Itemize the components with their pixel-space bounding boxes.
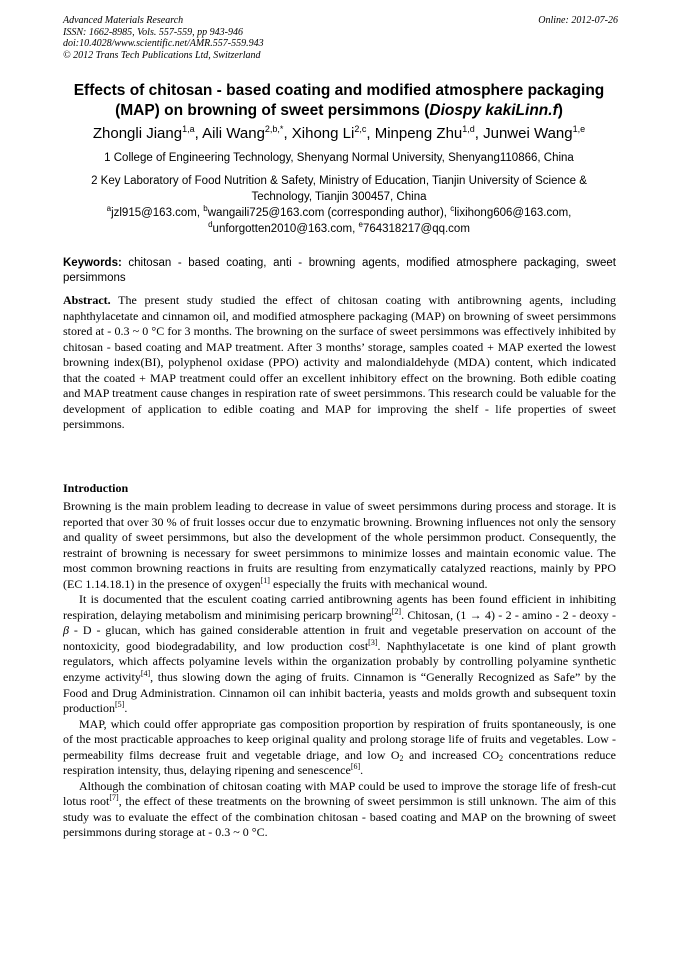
affiliation-2: 2 Key Laboratory of Food Nutrition & Safety, Ministry of Education, Tianjin University of Science & Technology, Tianjin 300457, China bbox=[91, 175, 587, 203]
citation[interactable]: [4] bbox=[140, 669, 151, 679]
paper-title bbox=[50, 81, 628, 121]
running-header bbox=[63, 15, 618, 61]
abstract-text: The present study studied the effect of chitosan coating with antibrowning agents, including naphthylacetate and cinnamon oil, and modified atmosphere packaging (MAP) on browning of sweet persimmons stored at - 0.3 ~ 0 °C for 3 months. The browning on the surface of sweet persimmons was effectively inhibited by chitosan - based coating and MAP treatment. After 3 months’ storage, samples coated + MAP exerted the lowest browning index(BI), polyphenol oxidase (PPO) activity and malondialdehyde (MDA) content, which indicated that the coated + MAP treatment could offer an excellent inhibitory effect on the browning. Both edible coating and MAP treatment cause changes in respiration rate of sweet persimmons. This research could be valuable for the development of application to edible coating and MAP for improving the shelf - life properties of sweet persimmons. bbox=[63, 293, 616, 432]
title-line-2: (MAP) on browning of sweet persimmons (Diospy kakiLinn.f) bbox=[115, 102, 563, 119]
email-link[interactable]: wangaili725@163.com (corresponding author), bbox=[207, 207, 448, 219]
online-date: Online: 2012-07-26 bbox=[538, 15, 618, 26]
copyright-line: © 2012 Trans Tech Publications Ltd, Switzerland bbox=[63, 49, 261, 61]
author-name: Aili Wang bbox=[202, 125, 265, 142]
doi-line: doi:10.4028/www.scientific.net/AMR.557-559.943 bbox=[63, 38, 264, 49]
paragraph: Although the combination of chitosan coating with MAP could be used to improve the storage life of fresh-cut lotus root[7], the effect of these treatments on the browning of sweet persimmon is still unknown. The aim of this study was to evaluate the effect of the combination chitosan - based coating and MAP on the browning of sweet persimmons during storage at - 0.3 ~ 0 °C. bbox=[63, 778, 617, 840]
email-block: $^a$jzl915@163.com, $^b$wangaili725@163.com (corresponding author), $^c$lixihong606@163.com, $^d$unforgotten2010@163.com, $^e$764318217@qq.com bbox=[106, 204, 572, 235]
journal-name: Advanced Materials Research bbox=[63, 15, 184, 26]
author-name: Zhongli Jiang bbox=[92, 125, 183, 142]
citation[interactable]: [3] bbox=[368, 637, 378, 647]
section-heading: Introduction bbox=[63, 481, 129, 495]
abstract bbox=[63, 293, 616, 433]
citation[interactable]: [2] bbox=[391, 606, 402, 616]
introduction-body bbox=[63, 499, 616, 841]
citation[interactable]: [5] bbox=[115, 700, 125, 710]
issn-line: ISSN: 1662-8985, Vols. 557-559, pp 943-946 bbox=[63, 26, 243, 38]
citation[interactable]: [6] bbox=[350, 762, 361, 772]
keywords: Keywords: chitosan - based coating, anti - browning agents, modified atmosphere packaging, sweet persimmons bbox=[63, 257, 616, 284]
paragraph: Browning is the main problem leading to decrease in value of sweet persimmons during process and storage. It is reported that over 30 % of fruit losses occur due to enzymatic browning. Browning influences not only the sensory and quality of sweet persimmons, but also the development of the whole persimmon product. Consequently, the restraint of browning is necessary for sweet persimmons to minimize losses and maintain economic value. The most common browning reactions in fruits are resulting from enzymatically catalyzed reactions, mainly by PPO (EC 1.14.18.1) in the presence of oxygen[1] especially the fruits with mechanical wound. bbox=[63, 499, 616, 591]
citation[interactable]: [1] bbox=[260, 575, 270, 585]
author-list: Zhongli Jiang$^{1,a}$, Aili Wang$^{2,b,*}$, Xihong Li$^{2,c}$, Minpeng Zhu$^{1,d}$, Junwei Wang$^{1,e}$ bbox=[92, 124, 586, 142]
email-link[interactable]: unforgotten2010@163.com, bbox=[212, 222, 356, 235]
author-name: Junwei Wang bbox=[483, 125, 573, 142]
species-name: Diospy kakiLinn.f bbox=[429, 102, 558, 119]
email-link[interactable]: lixihong606@163.com, bbox=[454, 207, 572, 219]
paragraph: It is documented that the esculent coating carried antibrowning agents has been found efficient in inhibiting respiration, delaying metabolism and minimising pericarp browning[2]. Chitosan, (1 → 4) - 2 - amino - 2 - deoxy - β - D - glucan, which has gained considerable attention in fruit and vegetable preservation on account of the nontoxicity, good biodegradability, and low production cost[3]. Naphthylacetate is one kind of plant growth regulators, which affects polyamine levels within the organization probably by controlling polyamine synthetic enzyme activity[4], thus slowing down the aging of fruits. Cinnamon is “Generally Recognized as Safe” by the Food and Drug Administration. Cinnamon oil can inhibit bacteria, yeasts and molds growth and subsequent toxin production[5]. bbox=[63, 592, 617, 716]
title-line-1: Effects of chitosan - based coating and modified atmosphere packaging bbox=[73, 82, 605, 99]
paragraph: MAP, which could offer appropriate gas composition proportion by respiration of fruits spontaneously, is one of the most practicable approaches to keep original quality and prolong storage life of fruits and vegetables. Low - permeability films decrease fruit and vegetable driage, and low $O_2$ and increased $CO_2$ concentrations reduce respiration intensity, thus, delaying ripening and senescence[6]. bbox=[63, 716, 617, 778]
author-name: Minpeng Zhu bbox=[374, 125, 463, 142]
email-link[interactable]: jzl915@163.com, bbox=[111, 207, 201, 219]
email-link[interactable]: 764318217@qq.com bbox=[362, 222, 470, 235]
affiliation-1: 1 College of Engineering Technology, Shenyang Normal University, Shenyang110866, China bbox=[104, 152, 574, 164]
abstract-label: Abstract. bbox=[63, 293, 111, 307]
author-name: Xihong Li bbox=[291, 125, 355, 142]
citation[interactable]: [7] bbox=[109, 793, 119, 803]
